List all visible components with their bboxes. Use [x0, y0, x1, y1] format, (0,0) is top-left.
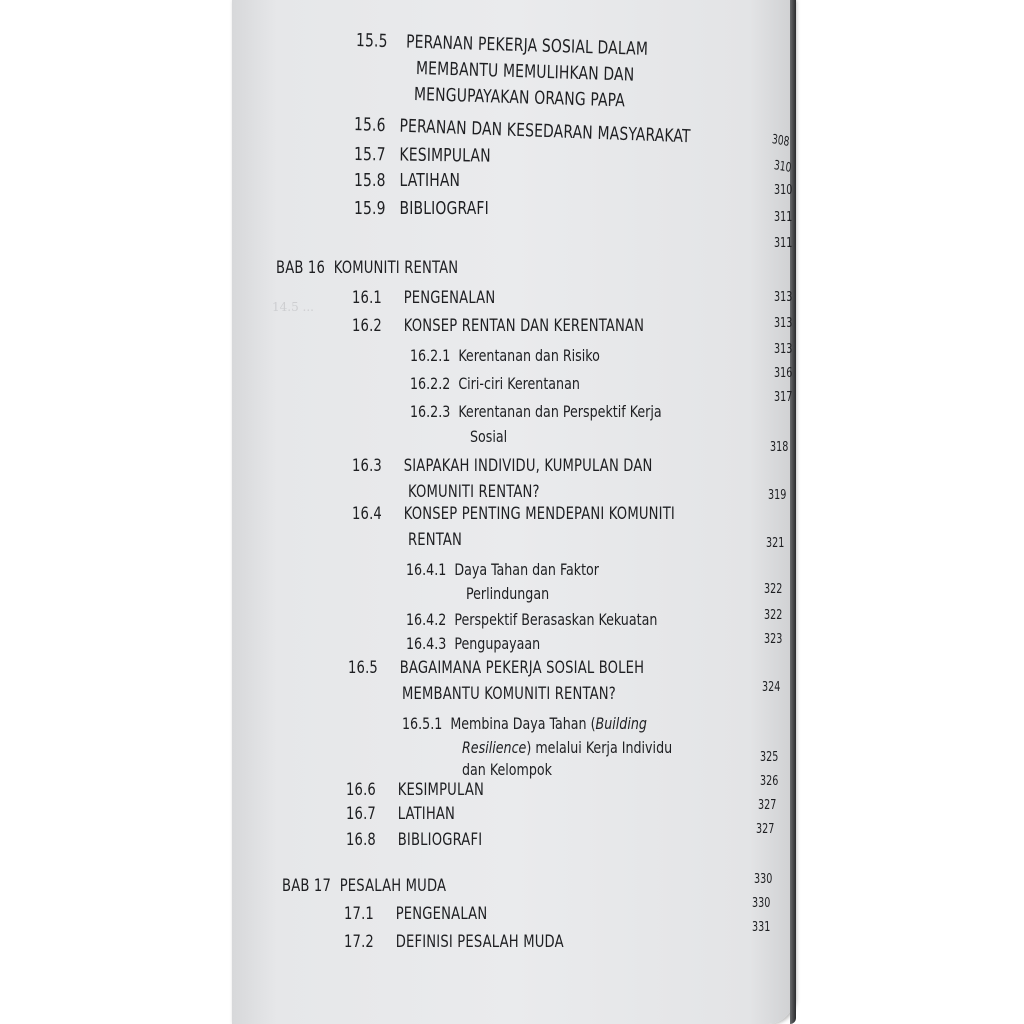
section-title: Membina Daya Tahan ( [450, 714, 596, 733]
toc-entry-16-3 [352, 456, 653, 476]
section-title-italic: Building [595, 714, 647, 733]
page-number: 331 [752, 920, 771, 935]
toc-entry-15-7 [354, 144, 491, 167]
section-title: Kerentanan dan Risiko [458, 346, 600, 365]
section-title: Perlindungan [466, 584, 550, 603]
toc-entry-16-8 [346, 830, 482, 850]
section-number: 16.3 [352, 456, 382, 476]
toc-entry-16-2-3 [410, 402, 662, 421]
chapter-title: KOMUNITI RENTAN [333, 258, 459, 278]
section-title: Perspektif Berasaskan Kekuatan [454, 610, 658, 629]
page-number: 322 [764, 582, 783, 597]
section-title: Pengupayaan [454, 634, 541, 653]
page-number: 313 [774, 316, 793, 331]
section-number: 16.5.1 [402, 714, 443, 733]
section-title: MENGUPAYAKAN ORANG PAPA [413, 84, 626, 112]
section-number: 16.6 [346, 780, 376, 800]
page-number: 311 [774, 236, 793, 251]
chapter-heading-17 [282, 876, 446, 896]
page-number: 330 [754, 872, 773, 887]
section-number: 16.8 [346, 830, 376, 850]
toc-entry-16-4-1 [406, 560, 599, 579]
toc-entry-16-5-cont [402, 684, 616, 704]
section-title: PERANAN PEKERJA SOSIAL DALAM [405, 31, 649, 60]
page-number: 310 [774, 183, 793, 198]
section-title: KOMUNITI RENTAN? [408, 482, 540, 502]
section-title: BIBLIOGRAFI [399, 198, 489, 219]
section-number: 15.7 [353, 144, 386, 166]
toc-entry-16-2-1 [410, 346, 600, 365]
section-title: MEMBANTU MEMULIHKAN DAN [415, 58, 635, 86]
section-title: KONSEP RENTAN DAN KERENTANAN [403, 316, 645, 336]
section-number: 16.4 [352, 504, 382, 524]
section-title: PENGENALAN [395, 904, 488, 924]
section-title: SIAPAKAH INDIVIDU, KUMPULAN DAN [403, 456, 653, 476]
page-number: 317 [774, 390, 793, 405]
section-title: dan Kelompok [462, 760, 552, 779]
section-number: 16.4.2 [406, 610, 447, 629]
section-number: 16.2.1 [410, 346, 451, 365]
section-title: ) melalui Kerja Individu [526, 738, 673, 757]
section-title: KONSEP PENTING MENDEPANI KOMUNITI [403, 504, 675, 524]
toc-entry-16-6 [346, 780, 484, 800]
section-title: Sosial [470, 427, 508, 446]
section-number: 16.5 [348, 658, 378, 678]
toc-entry-16-2-2 [410, 374, 580, 393]
page-number: 319 [768, 488, 787, 503]
page-number: 318 [770, 440, 789, 455]
section-title-italic: Resilience [462, 738, 527, 757]
section-number: 16.4.1 [406, 560, 447, 579]
toc-entry-16-5-1-cont [462, 738, 672, 757]
toc-entry-16-5-1 [402, 714, 647, 733]
section-title: DEFINISI PESALAH MUDA [395, 932, 564, 952]
section-title: PERANAN DAN KESEDARAN MASYARAKAT [399, 115, 691, 148]
section-number: 16.7 [346, 804, 376, 824]
page-number: 330 [752, 896, 771, 911]
page-number: 327 [758, 798, 777, 813]
toc-entry-16-5-1-cont2 [462, 760, 552, 779]
toc-entry-16-4-1-cont [466, 584, 549, 603]
page-number: 323 [764, 632, 783, 647]
page-number: 311 [774, 210, 793, 225]
page-number: 313 [774, 342, 793, 357]
toc-entry-16-5 [348, 658, 644, 678]
section-number: 17.2 [344, 932, 374, 952]
section-number: 16.4.3 [406, 634, 447, 653]
page-number: 324 [762, 680, 781, 695]
page-number: 321 [766, 536, 785, 551]
chapter-title: PESALAH MUDA [339, 876, 447, 896]
section-title: BIBLIOGRAFI [397, 830, 483, 850]
toc-entry-16-3-cont [408, 482, 540, 502]
section-number: 15.5 [355, 30, 388, 52]
toc-entry-16-4 [352, 504, 675, 524]
toc-entry-16-2-3-cont [470, 427, 507, 446]
section-title: Daya Tahan dan Faktor [454, 560, 599, 579]
page-number: 322 [764, 608, 783, 623]
page-number: 308 [771, 132, 791, 151]
toc-entry-16-1 [352, 288, 495, 308]
toc-entry-16-2 [352, 316, 644, 336]
section-title: BAGAIMANA PEKERJA SOSIAL BOLEH [399, 658, 645, 678]
section-number: 16.2.3 [410, 402, 451, 421]
section-title: RENTAN [408, 530, 463, 550]
toc-entry-15-8 [354, 170, 460, 191]
bleed-through: 14.5 ... [272, 300, 314, 314]
section-title: KESIMPULAN [397, 780, 485, 800]
section-number: 15.8 [354, 170, 386, 191]
section-title: LATIHAN [399, 170, 461, 191]
section-title: PENGENALAN [403, 288, 496, 308]
page-number: 310 [773, 158, 793, 177]
section-number: 15.6 [353, 114, 386, 137]
section-number: 16.2 [352, 316, 382, 336]
chapter-number: BAB 16 [276, 258, 325, 278]
toc-entry-16-4-2 [406, 610, 657, 629]
section-title: KESIMPULAN [399, 144, 491, 167]
toc-entry-16-7 [346, 804, 455, 824]
chapter-heading-16 [276, 258, 458, 278]
toc-entry-17-2 [344, 932, 564, 952]
section-number: 17.1 [344, 904, 374, 924]
toc-entry-17-1 [344, 904, 487, 924]
section-title: Ciri-ciri Kerentanan [458, 374, 580, 393]
chapter-number: BAB 17 [282, 876, 331, 896]
section-number: 16.2.2 [410, 374, 451, 393]
toc-entry-15-9 [354, 198, 489, 219]
section-number: 16.1 [352, 288, 382, 308]
toc-entry-16-4-3 [406, 634, 540, 653]
page-number: 326 [760, 774, 779, 789]
section-title: Kerentanan dan Perspektif Kerja [458, 402, 662, 421]
section-title: LATIHAN [397, 804, 456, 824]
page-number: 316 [774, 366, 793, 381]
section-title: MEMBANTU KOMUNITI RENTAN? [402, 684, 616, 704]
page-edge [790, 0, 796, 1024]
page-number: 313 [774, 290, 793, 305]
toc-entry-16-4-cont [408, 530, 462, 550]
section-number: 15.9 [354, 198, 386, 219]
page-number: 327 [756, 822, 775, 837]
page-number: 325 [760, 750, 779, 765]
